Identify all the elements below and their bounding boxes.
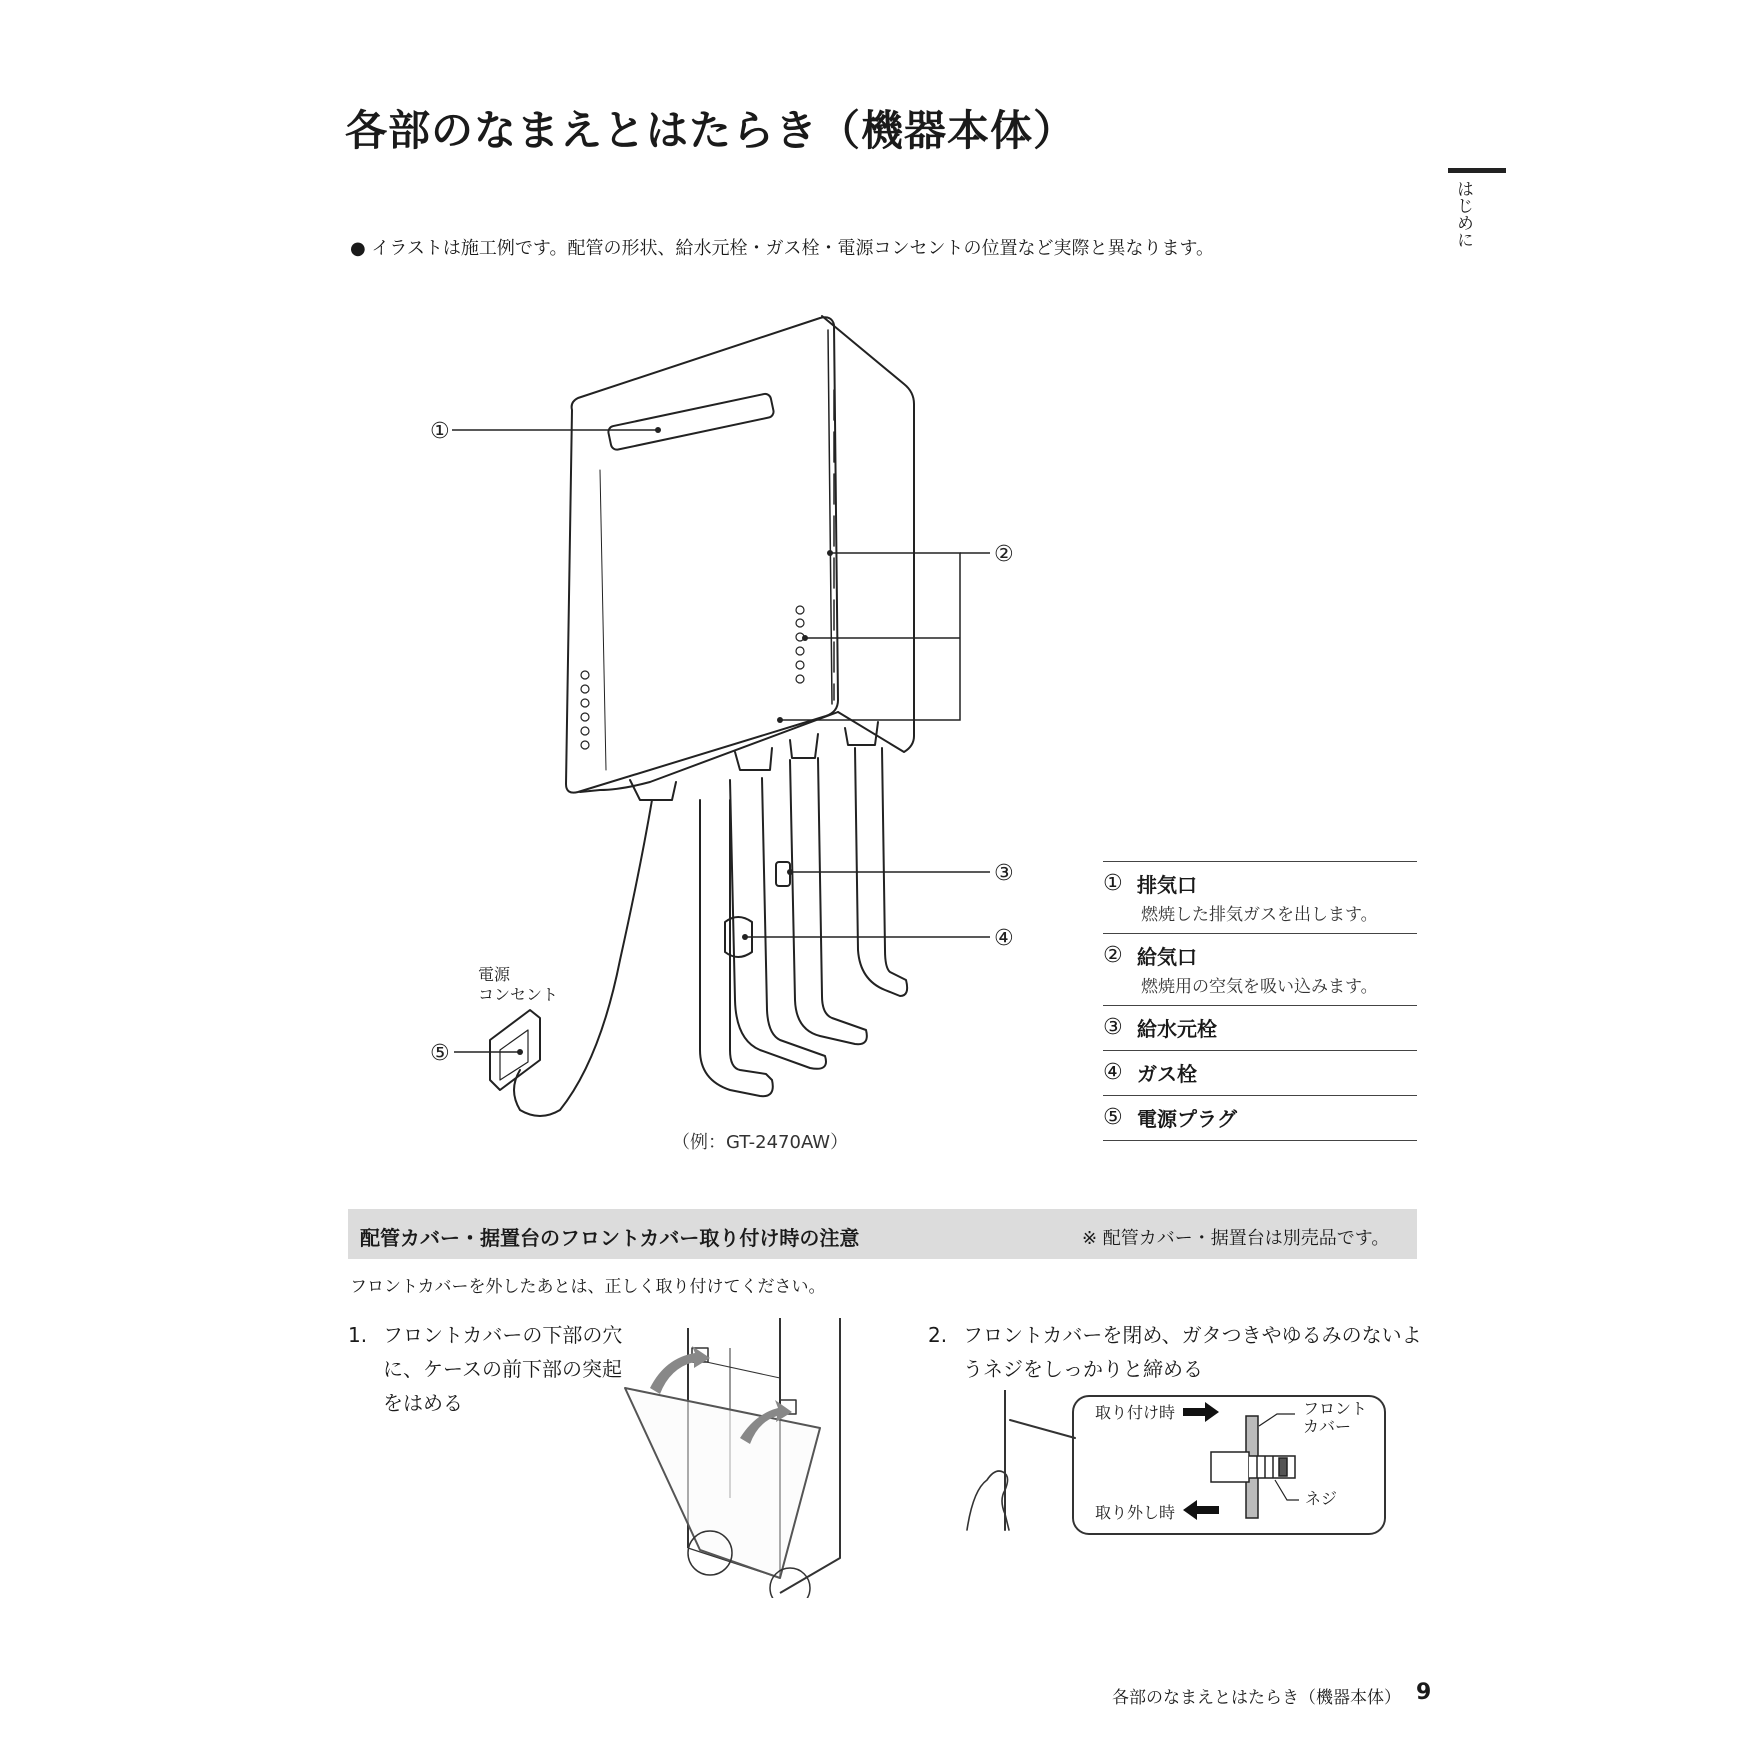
legend-name: ガス栓 — [1137, 1062, 1197, 1086]
exhaust-vent — [607, 393, 774, 451]
parts-legend — [1103, 861, 1417, 1141]
step-2 — [928, 1318, 1428, 1386]
legend-item — [1103, 934, 1417, 1006]
legend-number: ③ — [1103, 1015, 1123, 1040]
callout-2: ② — [994, 542, 1014, 567]
legend-item — [1103, 862, 1417, 934]
legend-desc: 燃焼した排気ガスを出します。 — [1141, 905, 1378, 925]
outlet-label-line1: 電源 — [478, 965, 511, 984]
panel-dots — [581, 606, 804, 749]
remove-label: 取り外し時 — [1095, 1503, 1176, 1522]
legend-item — [1103, 1006, 1417, 1051]
callout-1: ① — [430, 419, 450, 444]
legend-item — [1103, 1096, 1417, 1141]
step-number: 2. — [928, 1323, 948, 1347]
step-1 — [348, 1318, 623, 1420]
arrow-left-icon — [1183, 1500, 1219, 1520]
section-note: ※ 配管カバー・据置台は別売品です。 — [1082, 1228, 1390, 1249]
front-cover-panel — [625, 1388, 820, 1578]
model-caption: （例：GT-2470AW） — [672, 1132, 849, 1153]
screw-parts — [1211, 1416, 1295, 1518]
attach-label: 取り付け時 — [1095, 1403, 1176, 1422]
step-number: 1. — [348, 1323, 368, 1347]
arrow-icon — [650, 1346, 710, 1394]
section-intro: フロントカバーを外したあとは、正しく取り付けてください。 — [350, 1277, 826, 1297]
screw-label: ネジ — [1305, 1489, 1338, 1508]
legend-name: 給気口 — [1137, 945, 1197, 969]
screw-detail-illustration — [965, 1390, 1395, 1540]
arrow-right-icon — [1183, 1402, 1219, 1422]
outlet-label-line2: コンセント — [478, 985, 559, 1004]
section-title: 配管カバー・据置台のフロントカバー取り付け時の注意 — [360, 1226, 860, 1250]
legend-item — [1103, 1051, 1417, 1096]
power-outlet — [490, 1010, 540, 1090]
step-text: フロントカバーの下部の穴に、ケースの前下部の突起をはめる — [383, 1323, 623, 1415]
footer-section-title: 各部のなまえとはたらき（機器本体） — [1112, 1688, 1401, 1708]
step-text: フロントカバーを閉め、ガタつきやゆるみのないようネジをしっかりと締める — [963, 1323, 1422, 1381]
callout-3: ③ — [994, 861, 1014, 886]
cover-label-line2: カバー — [1303, 1417, 1352, 1436]
page-number: 9 — [1416, 1680, 1432, 1705]
page-title: 各部のなまえとはたらき（機器本体） — [345, 106, 1077, 155]
legend-name: 電源プラグ — [1137, 1107, 1237, 1131]
legend-number: ④ — [1103, 1060, 1123, 1085]
legend-desc: 燃焼用の空気を吸い込みます。 — [1141, 977, 1378, 997]
chapter-tab-label: はじめに — [1453, 180, 1473, 248]
heater-front-panel — [566, 317, 838, 792]
legend-number: ② — [1103, 943, 1123, 968]
legend-number: ⑤ — [1103, 1105, 1123, 1130]
power-cord — [514, 800, 652, 1116]
hand-icon — [967, 1471, 1009, 1530]
legend-name: 排気口 — [1137, 873, 1197, 897]
legend-name: 給水元栓 — [1137, 1017, 1217, 1041]
legend-number: ① — [1103, 871, 1123, 896]
callout-5: ⑤ — [430, 1041, 450, 1066]
illustration-note: ● イラストは施工例です。配管の形状、給水元栓・ガス栓・電源コンセントの位置など実際と異なります。 — [350, 238, 1215, 259]
pipe-1 — [700, 800, 773, 1096]
pipe-2 — [730, 778, 826, 1069]
front-cover-attach-illustration — [620, 1318, 880, 1598]
callout-4: ④ — [994, 926, 1014, 951]
cover-label-line1: フロント — [1303, 1399, 1368, 1418]
